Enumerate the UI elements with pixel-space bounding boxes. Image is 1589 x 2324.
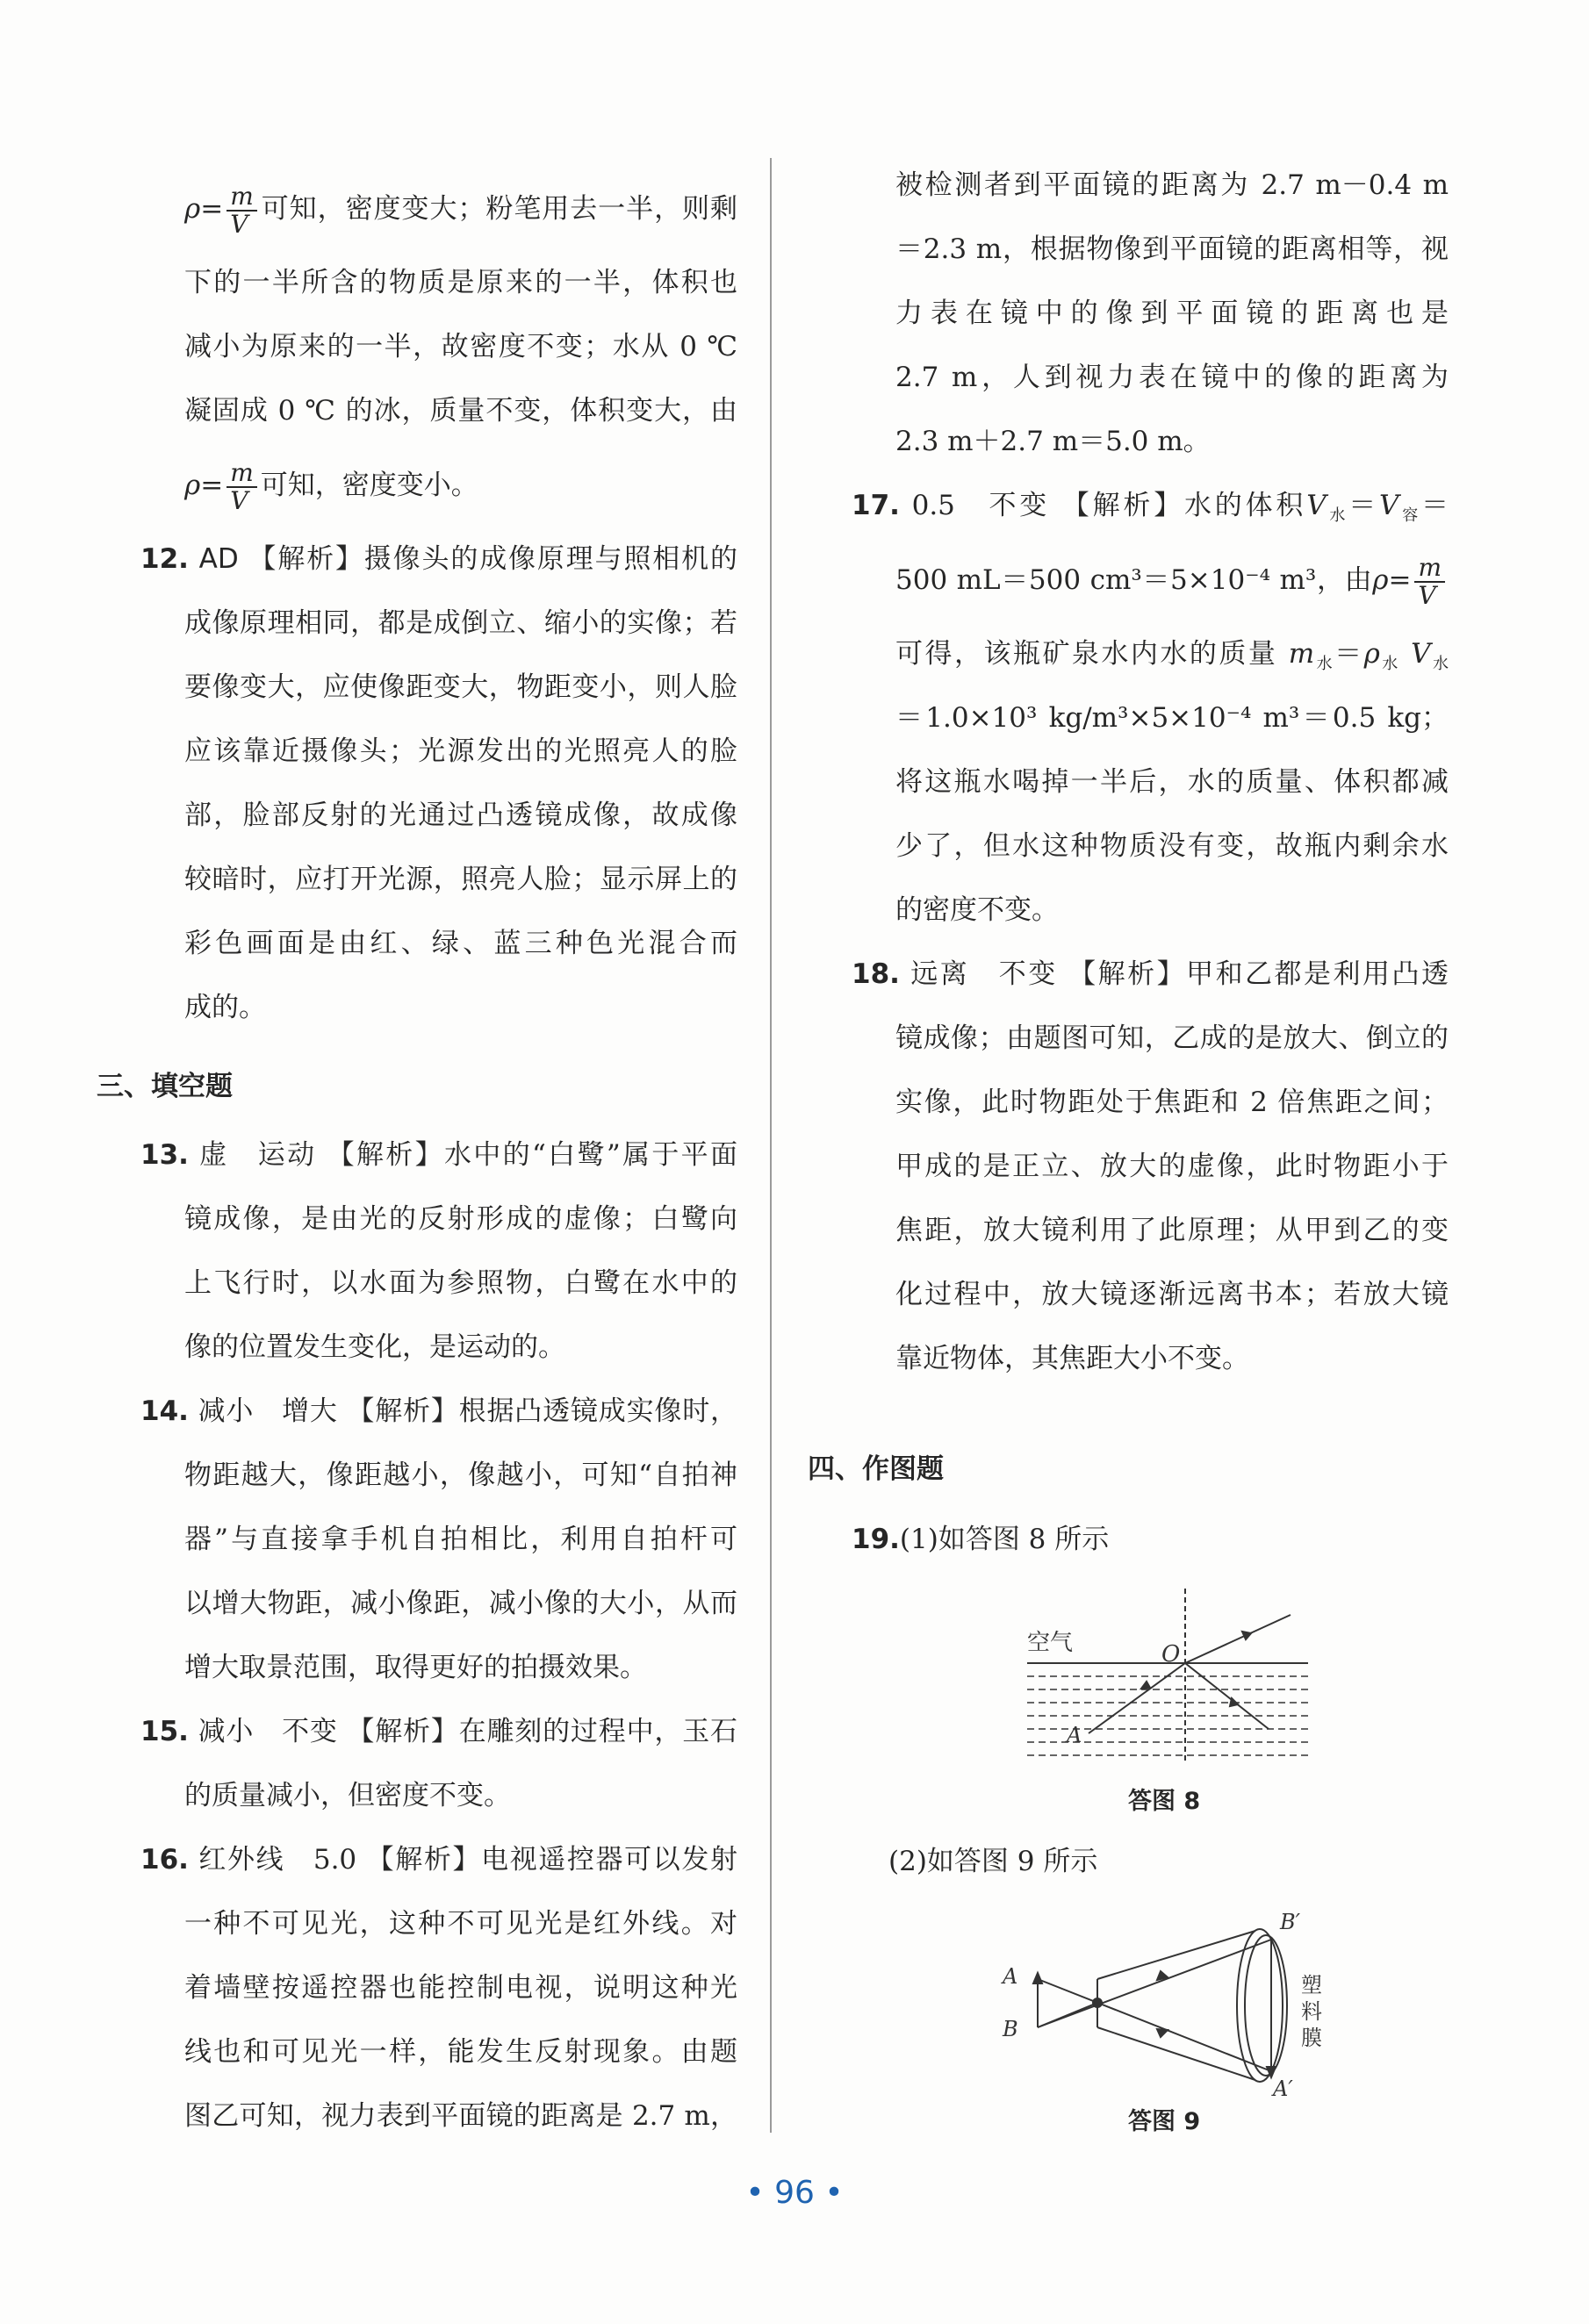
q12-line-7: 彩色画面是由红、绿、蓝三种色光混合而 bbox=[184, 928, 737, 959]
q18-line-6: 化过程中，放大镜逐渐远离书本；若放大镜 bbox=[895, 1279, 1449, 1310]
right-column bbox=[852, 154, 1449, 1391]
q14-line-4: 以增大物距，减小像距，减小像的大小，从而 bbox=[184, 1588, 737, 1619]
q16-cont-line-4: 2.7 m，人到视力表在镜中的像的距离为 bbox=[895, 362, 1449, 393]
q18-line-7: 靠近物体，其焦距大小不变。 bbox=[895, 1343, 1249, 1374]
air-label: 空气 bbox=[1027, 1630, 1074, 1656]
q16-cont-line-1: 被检测者到平面镜的距离为 2.7 m－0.4 m bbox=[895, 169, 1449, 201]
q13-line-4: 像的位置发生变化，是运动的。 bbox=[184, 1331, 565, 1363]
q16-line-3: 着墙壁按遥控器也能控制电视，说明这种光 bbox=[184, 1972, 737, 2004]
figure-9-diagram bbox=[992, 1904, 1343, 2098]
q17-line-6: 少了，但水这种物质没有变，故瓶内剩余水 bbox=[895, 830, 1449, 862]
point-b-label: B bbox=[1003, 2017, 1018, 2041]
q12-line-4: 应该靠近摄像头；光源发出的光照亮人的脸 bbox=[184, 735, 737, 767]
q14-line-1: 14. 减小 增大 【解析】根据凸透镜成实像时， bbox=[140, 1395, 738, 1427]
q16-cont-line-2: ＝2.3 m，根据物像到平面镜的距离相等，视 bbox=[895, 233, 1449, 265]
q12-line-2: 成像原理相同，都是成倒立、缩小的实像；若 bbox=[184, 607, 737, 639]
q17-line-4: ＝1.0×10³ kg/m³×5×10⁻⁴ m³＝0.5 kg； bbox=[895, 702, 1449, 734]
fraction-m-over-v: $\frac{m}{V}$ bbox=[226, 183, 257, 238]
q14-line-3: 器”与直接拿手机自拍相比，利用自拍杆可 bbox=[184, 1524, 737, 1555]
q16-cont-line-5: 2.3 m＋2.7 m＝5.0 m。 bbox=[895, 426, 1211, 457]
q12-line-5: 部，脸部反射的光通过凸透镜成像，故成像 bbox=[184, 800, 737, 831]
q13-line-1: 13. 虚 运动 【解析】水中的“白鹭”属于平面 bbox=[140, 1139, 737, 1171]
page-number: • 96 • bbox=[745, 2175, 844, 2211]
q16-line-1: 16. 红外线 5.0 【解析】电视遥控器可以发射 bbox=[140, 1844, 737, 1876]
film-label-1: 塑 bbox=[1301, 1973, 1322, 1998]
q16-cont-line-3: 力表在镜中的像到平面镜的距离也是 bbox=[895, 298, 1449, 329]
camera-box bbox=[1097, 1929, 1287, 2082]
q16-line-5: 图乙可知，视力表到平面镜的距离是 2.7 m， bbox=[184, 2100, 737, 2132]
figure-8-caption: 答图 8 bbox=[1128, 1788, 1201, 1815]
left-column-lower bbox=[140, 1123, 738, 2148]
q16-line-4: 线也和可见光一样，能发生反射现象。由题 bbox=[184, 2036, 737, 2068]
q17-line-3: 可得，该瓶矿泉水内水的质量 $m_水=\rho_水$ $V_水$ bbox=[895, 638, 1449, 674]
figure-9-caption: 答图 9 bbox=[1128, 2108, 1201, 2135]
section-3-title: 三、填空题 bbox=[97, 1071, 233, 1102]
point-a-prime-label: A′ bbox=[1273, 2077, 1293, 2098]
point-o-label: O bbox=[1161, 1641, 1181, 1668]
point-a-label: A bbox=[1067, 1723, 1082, 1747]
left-column bbox=[140, 167, 737, 1040]
q11-line-2: 下的一半所含的物质是原来的一半，体积也 bbox=[184, 267, 737, 298]
section-4-title: 四、作图题 bbox=[808, 1453, 944, 1485]
figure-8-diagram bbox=[1018, 1580, 1317, 1773]
image-arrow bbox=[1267, 1940, 1276, 2077]
q11-line-1: ρ= $\frac{m}{V}$ 可知，密度变大；粉笔用去一半，则剩 bbox=[184, 181, 737, 239]
q11-line-5: ρ= $\frac{m}{V}$ 可知，密度变小。 bbox=[184, 457, 478, 515]
q14-line-5: 增大取景范围，取得更好的拍摄效果。 bbox=[184, 1652, 647, 1683]
q13-line-2: 镜成像，是由光的反射形成的虚像；白鹭向 bbox=[184, 1203, 737, 1235]
column-divider bbox=[770, 158, 772, 2133]
q12-line-3: 要像变大，应使像距变大，物距变小，则人脸 bbox=[184, 671, 737, 703]
q19-line-2: (2)如答图 9 所示 bbox=[888, 1846, 1098, 1877]
q11-line-3: 减小为原来的一半，故密度不变；水从 0 ℃ bbox=[184, 331, 737, 362]
fraction-m-over-v: $\frac{m}{V}$ bbox=[226, 460, 257, 514]
q18-line-5: 焦距，放大镜利用了此原理；从甲到乙的变 bbox=[895, 1215, 1449, 1246]
q15-line-1: 15. 减小 不变 【解析】在雕刻的过程中，玉石 bbox=[140, 1716, 738, 1747]
film-label-3: 膜 bbox=[1301, 2026, 1322, 2050]
fraction-m-over-v: $\frac{m}{V}$ bbox=[1414, 555, 1445, 609]
q12-line-1: 12. AD 【解析】摄像头的成像原理与照相机的 bbox=[140, 543, 737, 575]
q11-line-4: 凝固成 0 ℃ 的冰，质量不变，体积变大，由 bbox=[184, 395, 737, 427]
q12-line-8: 成的。 bbox=[184, 992, 266, 1023]
q12-line-6: 较暗时，应打开光源，照亮人脸；显示屏上的 bbox=[184, 864, 737, 895]
point-a-label: A bbox=[1003, 1964, 1018, 1989]
q18-line-4: 甲成的是正立、放大的虚像，此时物距小于 bbox=[895, 1151, 1449, 1182]
q18-line-2: 镜成像；由题图可知，乙成的是放大、倒立的 bbox=[895, 1022, 1449, 1054]
q13-line-3: 上飞行时，以水面为参照物，白鹭在水中的 bbox=[184, 1267, 737, 1299]
q19-line-1: 19.(1)如答图 8 所示 bbox=[852, 1524, 1110, 1555]
q17-line-2: 500 mL＝500 cm³＝5×10⁻⁴ m³，由ρ= $\frac{m}{V}$ bbox=[895, 538, 1449, 622]
film-label-2: 料 bbox=[1301, 1999, 1322, 2024]
q17-line-1: 17. 0.5 不变 【解析】水的体积$V_水=V_容=$ bbox=[852, 490, 1449, 526]
q18-line-3: 实像，此时物距处于焦距和 2 倍焦距之间； bbox=[895, 1087, 1449, 1118]
q16-line-2: 一种不可见光，这种不可见光是红外线。对 bbox=[184, 1908, 737, 1940]
q18-line-1: 18. 远离 不变 【解析】甲和乙都是利用凸透 bbox=[852, 958, 1449, 990]
q14-line-2: 物距越大，像距越小，像越小，可知“自拍神 bbox=[184, 1460, 737, 1491]
q17-line-5: 将这瓶水喝掉一半后，水的质量、体积都减 bbox=[895, 766, 1449, 798]
q17-line-7: 的密度不变。 bbox=[895, 894, 1059, 926]
point-b-prime-label: B′ bbox=[1280, 1910, 1301, 1934]
q15-line-2: 的质量减小，但密度不变。 bbox=[184, 1780, 511, 1811]
